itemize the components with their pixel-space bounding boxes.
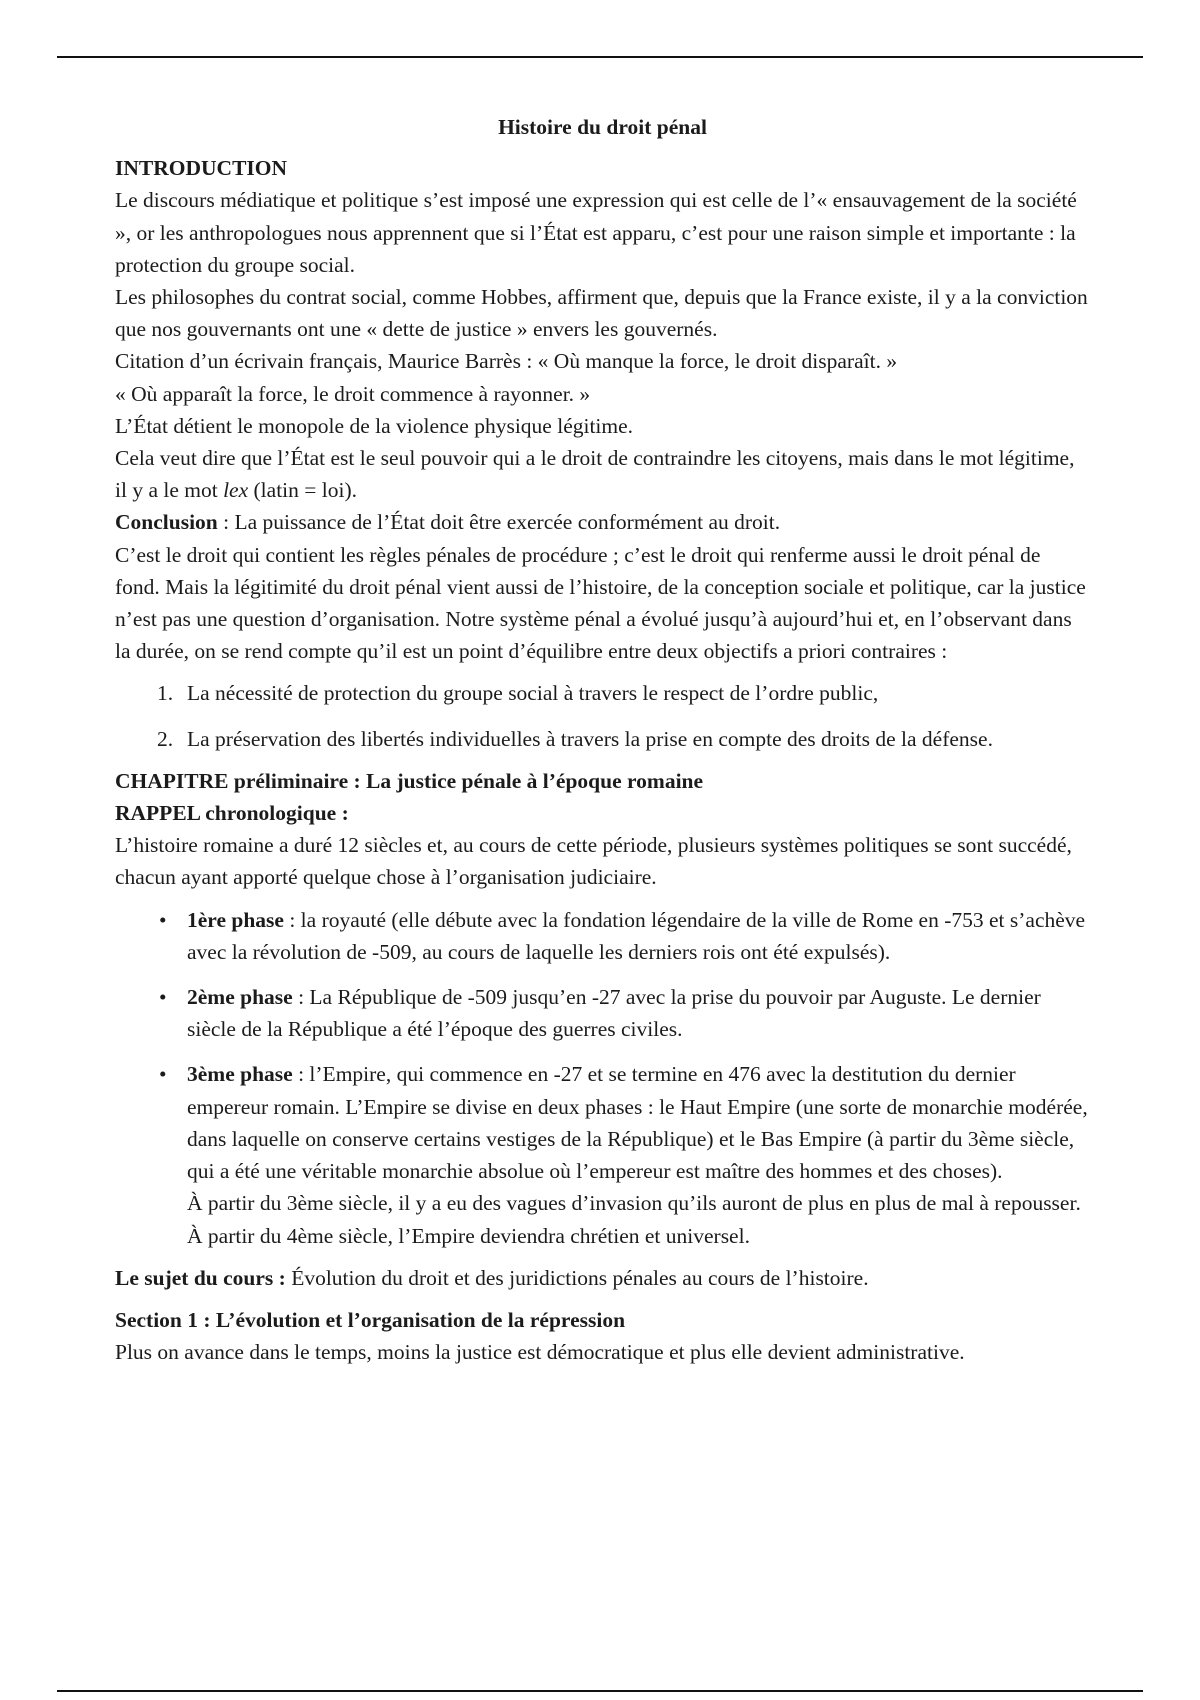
intro-paragraph-6-end: (latin = loi). [248,478,357,503]
intro-paragraph-1: Le discours médiatique et politique s’est imposé une expression qui est celle de l’« ensauvagement de la société », or les anthropologues nous apprennent que si l’État est apparu, c’est pour une raison simple et importante : la protection du groupe social. [115,188,1077,277]
list-number: 1. [157,681,174,706]
list-number: 2. [157,726,174,751]
phase-label: 1ère phase [187,907,284,932]
phase-text: : La République de -509 jusqu’en -27 avec la prise du pouvoir par Auguste. Le dernier siècle de la République a été l’époque des guerres civiles. [187,985,1041,1042]
list-item [115,677,1090,709]
chapter-heading: CHAPITRE préliminaire : La justice pénale à l’époque romaine [115,768,704,793]
document-body [115,111,1090,1368]
intro-paragraph-6-start: Cela veut dire que l’État est le seul pouvoir qui a le droit de contraindre les citoyens, mais dans le mot légitime, il y a le mot [115,446,1075,503]
introduction-heading: INTRODUCTION [115,156,288,181]
list-item-text: La nécessité de protection du groupe social à travers le respect de l’ordre public, [187,681,879,706]
phase-label: 3ème phase [187,1062,293,1087]
intro-paragraph-6 [115,442,1090,506]
bullet-icon: • [159,985,167,1010]
list-item [115,981,1090,1045]
page-title: Histoire du droit pénal [498,115,707,139]
phases-list [115,904,1090,1252]
subject-label: Le sujet du cours : [115,1265,286,1290]
rappel-heading: RAPPEL chronologique : [115,801,349,826]
intro-paragraph-7: C’est le droit qui contient les règles pénales de procédure ; c’est le droit qui renferme aussi le droit pénal de fond. Mais la légitimité du droit pénal vient aussi de l’histoire, de la conception sociale et politique, car la justice n’est pas une question d’organisation. Notre système pénal a évolué jusqu’à aujourd’hui et, en l’observant dans la durée, on se rend compte qu’il est un point d’équilibre entre deux objectifs a priori contraires : [115,542,1086,664]
top-rule [57,56,1143,58]
conclusion-label: Conclusion [115,510,218,535]
objectives-list [115,677,1090,754]
section-paragraph-1: Plus on avance dans le temps, moins la justice est démocratique et plus elle devient administrative. [115,1340,965,1365]
section-heading: Section 1 : L’évolution et l’organisation de la répression [115,1307,626,1332]
subject-text: Évolution du droit et des juridictions pénales au cours de l’histoire. [285,1265,869,1290]
list-item [115,904,1090,968]
list-item-text: La préservation des libertés individuelles à travers la prise en compte des droits de la défense. [187,726,993,751]
intro-conclusion [115,506,1090,538]
bottom-rule [57,1690,1143,1692]
chapter-paragraph-1: L’histoire romaine a duré 12 siècles et, au cours de cette période, plusieurs systèmes politiques se sont succédé, chacun ayant apporté quelque chose à l’organisation judiciaire. [115,833,1072,890]
phase-text: : l’Empire, qui commence en -27 et se termine en 476 avec la destitution du dernier empereur romain. L’Empire se divise en deux phases : le Haut Empire (une sorte de monarchie modérée, dans laquelle on conserve certains vestiges de la République) et le Bas Empire (à partir du 3ème siècle, qui a été une véritable monarchie absolue où l’empereur est maître des hommes et des choses). [187,1062,1088,1184]
bullet-icon: • [159,1062,167,1087]
list-item [115,723,1090,755]
list-item [115,1058,1090,1251]
intro-paragraph-4: « Où apparaît la force, le droit commence à rayonner. » [115,381,591,406]
phase-text: : la royauté (elle débute avec la fondation légendaire de la ville de Rome en -753 et s’achève avec la révolution de -509, au cours de laquelle les derniers rois ont été expulsés). [187,907,1086,964]
intro-paragraph-2: Les philosophes du contrat social, comme Hobbes, affirment que, depuis que la France existe, il y a la conviction que nos gouvernants ont une « dette de justice » envers les gouvernés. [115,285,1088,342]
conclusion-text: : La puissance de l’État doit être exercée conformément au droit. [217,510,781,535]
phase-extra-text: À partir du 3ème siècle, il y a eu des vagues d’invasion qu’ils auront de plus en plus de mal à repousser. À partir du 4ème siècle, l’Empire deviendra chrétien et universel. [187,1191,1081,1248]
intro-paragraph-3: Citation d’un écrivain français, Maurice Barrès : « Où manque la force, le droit disparaît. » [115,349,898,374]
intro-paragraph-5: L’État détient le monopole de la violence physique légitime. [115,413,634,438]
intro-lex-italic: lex [223,478,249,503]
course-subject [115,1262,1090,1294]
bullet-icon: • [159,907,167,932]
phase-label: 2ème phase [187,985,293,1010]
